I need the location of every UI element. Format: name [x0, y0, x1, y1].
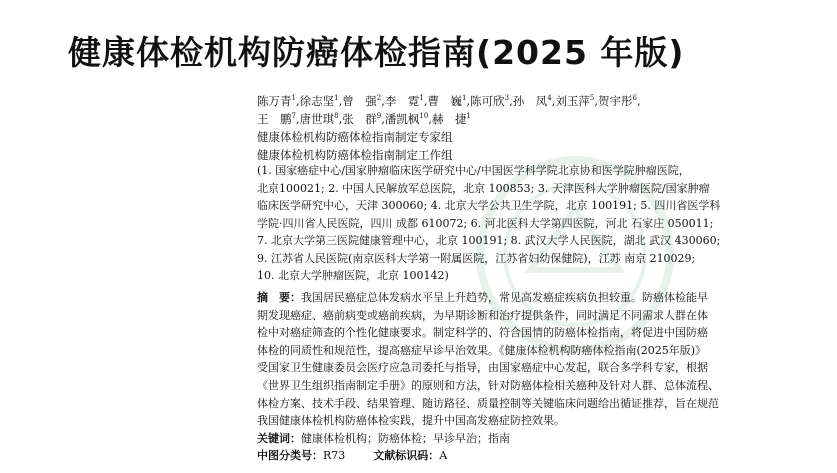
- keywords-text: 健康体检机构；防癌体检；早诊早治；指南: [301, 431, 510, 445]
- affiliation-marker: 1: [462, 94, 467, 103]
- affiliation-marker: 3: [504, 94, 510, 103]
- abstract-label: 摘 要：: [257, 291, 301, 304]
- author-group-experts: 健康体检机构防癌体检指南制定专家组: [257, 130, 453, 144]
- affiliation-marker: 4: [547, 94, 552, 103]
- affiliation-line: 学院·四川省人民医院，四川 成都 610072; 6. 河北医科大学第四医院，河北 石家庄 050011;: [257, 216, 714, 230]
- abstract-line: 期发现癌症、癌前病变或癌前疾病，为早期诊断和治疗提供条件，同时满足不同需求人群在体: [257, 308, 708, 322]
- author-block: [257, 92, 802, 164]
- clc-value: R73: [323, 449, 346, 463]
- affiliation-marker: 1: [419, 94, 424, 103]
- abstract-line: 受国家卫生健康委员会医疗应急司委托与指导，由国家癌症中心发起，联合多学科专家，根据: [257, 361, 708, 375]
- keywords-row: [257, 430, 802, 448]
- abstract-line: 检中对癌症筛查的个性化健康要求。制定科学的、符合国情的防癌体检指南，将促进中国防癌: [257, 326, 708, 340]
- author-name: 陈万青$^1$,: [257, 94, 300, 108]
- affiliation-line: 北京100021; 2. 中国人民解放军总医院，北京 100853; 3. 天津医科大学肿瘤医院/国家肿瘤: [257, 181, 710, 195]
- author-name: 赫 捷$^1$: [431, 112, 471, 126]
- author-name: 曹 巍$^1$,: [427, 94, 471, 108]
- doc-code-label: 文献标识码：: [373, 449, 440, 463]
- author-name: 唐世琪$^8$,: [299, 112, 343, 126]
- affiliation-marker: 2: [376, 94, 382, 103]
- abstract-line: 体检的同质性和规范性，提高癌症早诊早治效果。《健康体检机构防癌体检指南(2025年版)》: [257, 343, 707, 357]
- affiliation-line: 10. 北京大学肿瘤医院，北京 100142): [257, 269, 449, 282]
- affiliation-marker: 7: [291, 112, 296, 121]
- author-name: 贺宇彤$^6$,: [598, 94, 641, 108]
- author-name: 张 群$^9$,: [342, 112, 385, 126]
- author-name: 潘凯枫$^{10}$,: [384, 112, 432, 126]
- classification-row: [257, 447, 802, 465]
- affiliation-marker: 5: [589, 94, 595, 103]
- keywords-label: 关键词：: [257, 431, 301, 445]
- affiliation-marker: 1: [466, 112, 471, 121]
- affiliation-marker: 1: [334, 94, 339, 103]
- affiliation-marker: 8: [334, 112, 339, 121]
- paper-title: 健康体检机构防癌体检指南(2025 年版): [68, 33, 685, 72]
- author-name: 徐志坚$^1$,: [299, 94, 343, 108]
- doc-code-value: A: [439, 449, 448, 463]
- author-name: 王 鹏$^7$,: [257, 112, 300, 126]
- affiliation-marker: 9: [376, 112, 382, 121]
- author-name: 李 霓$^1$,: [384, 94, 428, 108]
- author-line-2: [257, 110, 802, 128]
- clc-label: 中图分类号：: [257, 449, 323, 463]
- author-name: 刘玉萍$^5$,: [555, 94, 598, 108]
- author-line-1: [257, 92, 802, 110]
- abstract-block: [257, 289, 802, 465]
- abstract-line: 体检方案、技术手段、结果管理、随访路径、质量控制等关键临床问题给出循证推荐，旨在规范: [257, 396, 719, 410]
- author-name: 曾 强$^2$,: [342, 94, 385, 108]
- author-name: 陈可欣$^3$,: [470, 94, 513, 108]
- affiliation-line: (1. 国家癌症中心/国家肿瘤临床医学研究中心/中国医学科学院北京协和医学院肿瘤医院，: [257, 164, 690, 177]
- affiliation-marker: 1: [291, 94, 296, 103]
- affiliation-marker: 6: [632, 94, 637, 103]
- affiliation-block: [257, 162, 802, 285]
- author-name: 孙 凤$^4$,: [512, 94, 556, 108]
- affiliation-line: 9. 江苏省人民医院(南京医科大学第一附属医院，江苏省妇幼保健院)，江苏 南京 210029;: [257, 251, 696, 265]
- affiliation-line: 7. 北京大学第三医院健康管理中心，北京 100191; 8. 武汉大学人民医院，湖北 武汉 430060;: [257, 234, 721, 247]
- author-group-working: 健康体检机构防癌体检指南制定工作组: [257, 148, 453, 162]
- affiliation-marker: 10: [419, 112, 429, 121]
- affiliation-line: 临床医学研究中心，天津 300060; 4. 北京大学公共卫生学院，北京 100191; 5. 四川省医学科: [257, 199, 721, 212]
- abstract-line: 我国健康体检机构防癌体检实践，提升中国高发癌症防控效果。: [257, 414, 565, 428]
- abstract-line: [257, 289, 802, 307]
- abstract-line: 《世界卫生组织指南制定手册》的原则和方法，针对防癌体检相关癌种及针对人群、总体流程、: [257, 378, 719, 392]
- abstract-text: 我国居民癌症总体发病水平呈上升趋势，常见高发癌症疾病负担较重。防癌体检能早: [301, 291, 708, 304]
